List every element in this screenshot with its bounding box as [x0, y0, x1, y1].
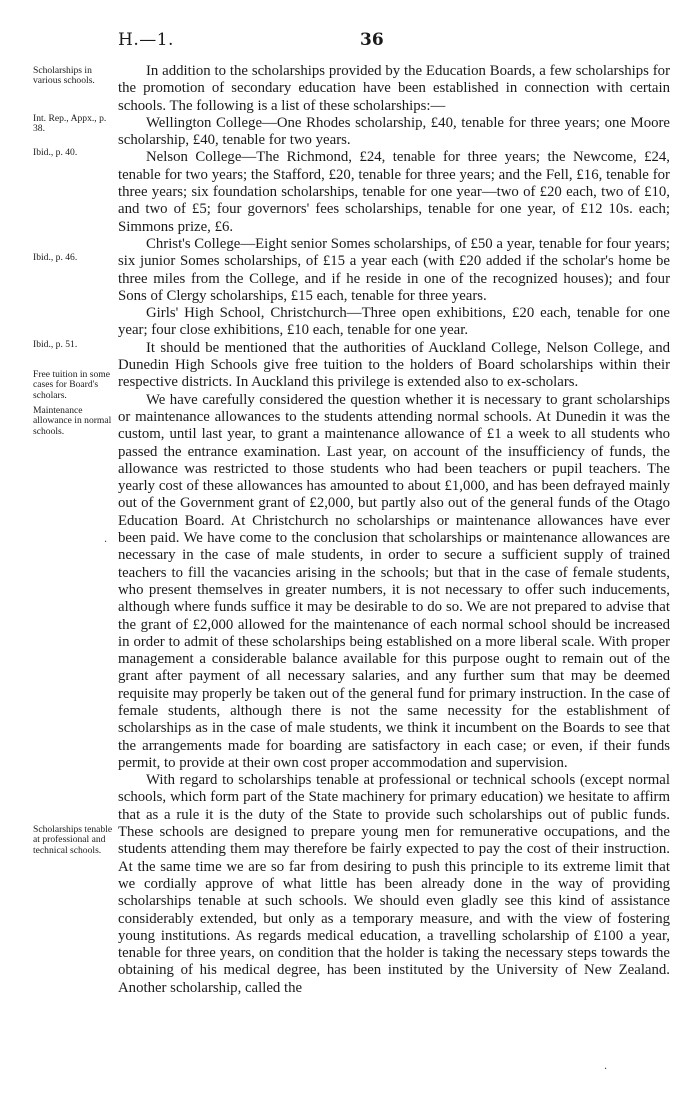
margin-note-free-tuition: Free tuition in some cases for Board's scholars.: [33, 369, 111, 401]
margin-note-ibid-40: Ibid., p. 40.: [33, 147, 78, 158]
paragraph-intro: In addition to the scholarships provided by the Education Boards, a few scholarships for the promotion of secondary education have been established in connection with certain schools. The following is a list of these scholarships:—: [118, 63, 670, 114]
report-signature: H.—1.: [118, 30, 174, 50]
margin-note-maintenance: Maintenance allowance in normal schools.: [33, 405, 112, 437]
print-speck: ·: [104, 537, 108, 548]
paragraph-free-tuition: It should be mentioned that the authorities of Auckland College, Nelson College, and Dunedin High Schools give free tuition to the holders of Board scholarships within their respective districts. In Auckland this privilege is extended also to ex-scholars.: [118, 339, 670, 391]
margin-note-scholarships: Scholarships in various schools.: [33, 65, 95, 87]
paragraph-professional: With regard to scholarships tenable at professional or technical schools (except normal schools, which form part of the State machinery for primary education) we hesitate to affirm that as a rule it is the duty of the State to provide such scholarships out of public funds. These schools are designed to prepare young men for remunerative occupations, and the students attending them may therefore be fairly expected to pay the cost of their instruction. At the same time we are so far from desiring to push this principle to its extreme limit that we cordially approve of what little has been already done in the way of providing scholarships tenable at such schools. We should even gladly see this kind of assistance considerably extended, but only as a temporary measure, and with the view of fostering young institutions. As regards medical education, a travelling scholarship of £100 a year, tenable for three years, on condition that the holder is taking the necessary steps towards the obtaining of his medical degree, has been instituted by the University of New Zealand. Another scholarship, called the: [118, 772, 670, 996]
paragraph-normal-schools: We have carefully considered the question whether it is necessary to grant scholarships or maintenance allowances to the students attending normal schools. At Dunedin it was the custom, until last year, to grant a maintenance allowance of £1 a week to all students who passed the entrance examination. Last year, on account of the insufficiency of funds, the allowance was restricted to those students who had been teachers or pupil teachers. The yearly cost of these allowances has amounted to about £1,000, and has been defrayed mainly out of the Government grant of £2,000, but partly also out of the general funds of the Otago Education Board. At Christchurch no scholarships or maintenance allowances have ever been paid. We have come to the conclusion that scholarships or maintenance allowances are necessary in the case of male students, in order to secure a sufficient supply of trained teachers to fill the vacancies arising in the schools; but that in the case of female students, who present themselves in greater numbers, it is not necessary to offer such inducements, although where funds suffice it may be desirable to do so. We are not prepared to advise that the grant of £2,000 allowed for the maintenance of each normal school should be increased in order to admit of these scholarships being established on a more liberal scale. With proper management a considerable balance available for this purpose ought to remain out of the grant after payment of all necessary salaries, and any further sum that may be deemed requisite may properly be taken out of the general fund for primary instruction. In the case of female students, although there is not the same necessity for the establishment of scholarships as in the case of male students, we think it incumbent on the Boards to see that the arrangements made for boarding are satisfactory in each case; or even, if their funds permit, to provide at their own cost proper accommodation and supervision.: [118, 391, 670, 771]
paragraph-christs: Christ's College—Eight senior Somes scholarships, of £50 a year, tenable for four years; six junior Somes scholarships, of £15 a year each (with £20 added if the scholar's home be three miles from the College, and if he reside in one of the recognized houses); and four Sons of Clergy scholarships, £15 each, tenable for three years.: [118, 235, 670, 304]
margin-note-professional: Scholarships tenable at professional and technical schools.: [33, 824, 113, 856]
page-number: 36: [360, 30, 384, 50]
paragraph-nelson: Nelson College—The Richmond, £24, tenable for three years; the Newcome, £24, tenable for two years; the Stafford, £20, tenable for three years; and the Fell, £16, tenable for three years; six foundation scholarships, tenable for one year—two of £20 each, two of £10, and two of £5; four governors' fees scholarships, tenable for one year, of £12 10s. each; Simmons prize, £6.: [118, 149, 670, 235]
margin-note-ibid-51: Ibid., p. 51.: [33, 339, 78, 350]
print-speck: ·: [604, 1064, 608, 1075]
paragraph-girls-high: Girls' High School, Christchurch—Three open exhibitions, £20 each, tenable for one year; four close exhibitions, £10 each, tenable for one year.: [118, 305, 670, 339]
margin-note-ibid-46: Ibid., p. 46.: [33, 252, 78, 263]
body-text: [118, 63, 670, 997]
page-header: [118, 30, 580, 52]
margin-note-int-rep: Int. Rep., Appx., p. 38.: [33, 113, 107, 135]
paragraph-wellington: Wellington College—One Rhodes scholarship, £40, tenable for three years; one Moore scholarship, £40, tenable for two years.: [118, 114, 670, 149]
